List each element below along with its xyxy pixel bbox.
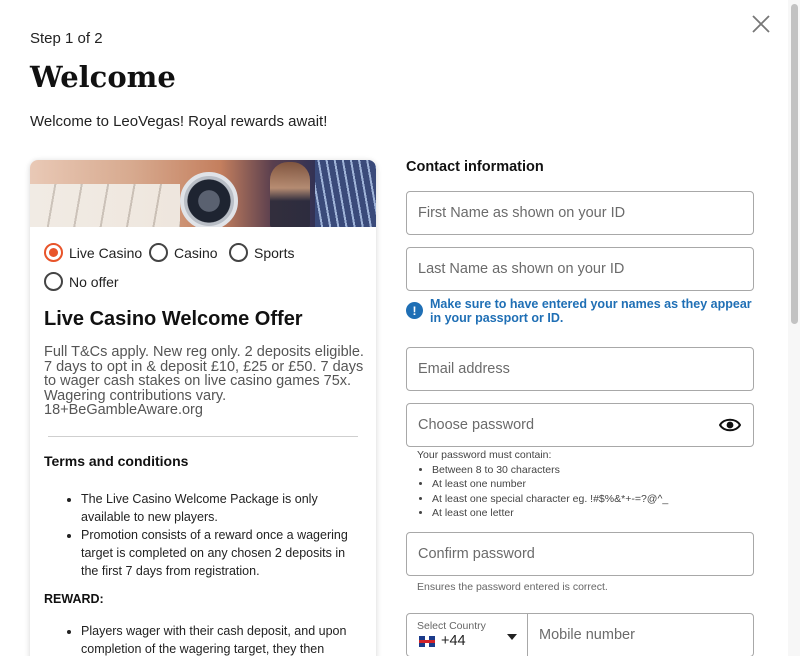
list-item: • The Live Casino Welcome Package is only available to new players.: [81, 490, 364, 526]
terms-heading: Terms and conditions: [44, 453, 189, 469]
mobile-field[interactable]: [527, 613, 754, 656]
radio-live-casino[interactable]: [44, 243, 142, 262]
uk-flag-icon: [419, 636, 435, 647]
country-label: Select Country: [417, 620, 486, 632]
reward-list: [44, 622, 364, 656]
step-indicator: Step 1 of 2: [30, 30, 103, 47]
offer-card: [30, 160, 376, 656]
list-item: • Between 8 to 30 characters: [432, 463, 668, 478]
radio-sports-circle[interactable]: [229, 243, 248, 262]
page-subtitle: Welcome to LeoVegas! Royal rewards await!: [30, 113, 328, 130]
scrollbar-thumb[interactable]: [791, 4, 798, 324]
last-name-field[interactable]: [406, 247, 754, 291]
contact-heading: Contact information: [406, 159, 544, 175]
radio-label: Casino: [174, 244, 218, 261]
divider: [48, 436, 358, 437]
radio-label: No offer: [69, 273, 119, 290]
radio-casino-circle[interactable]: [149, 243, 168, 262]
name-info-note: [406, 298, 754, 325]
email-field[interactable]: [406, 347, 754, 391]
eye-icon[interactable]: [719, 416, 741, 434]
country-select[interactable]: [406, 613, 528, 656]
country-code: +44: [441, 633, 466, 649]
confirm-helper-text: Ensures the password entered is correct.: [417, 581, 608, 593]
password-rules: [417, 448, 668, 521]
list-item: • Promotion consists of a reward once a wagering target is completed on any chosen 2 deposits in the first 7 days from registration.: [81, 526, 364, 580]
radio-casino[interactable]: [149, 243, 218, 262]
confirm-password-field[interactable]: [406, 532, 754, 576]
chevron-down-icon: [507, 634, 517, 640]
radio-label: Sports: [254, 244, 295, 261]
email-input[interactable]: [418, 348, 753, 390]
last-name-input[interactable]: [418, 248, 753, 290]
first-name-field[interactable]: [406, 191, 754, 235]
radio-label: Live Casino: [69, 244, 143, 261]
password-rules-title: Your password must contain:: [417, 449, 552, 461]
info-icon: !: [406, 302, 423, 319]
list-item: • At least one letter: [432, 506, 668, 521]
radio-sports[interactable]: [229, 243, 294, 262]
list-item: • At least one special character eg. !#$%&*+-=?@^_: [432, 492, 668, 507]
first-name-input[interactable]: [418, 192, 753, 234]
mobile-input[interactable]: [539, 627, 753, 643]
list-item: • At least one number: [432, 477, 668, 492]
password-field[interactable]: [406, 403, 754, 447]
offer-description: Full T&Cs apply. New reg only. 2 deposits eligible. 7 days to opt in & deposit £10, £25 or £50. 7 days to wager cash stakes on live casino games 75x. Wagering contributions vary. 18+BeGambleAware.org: [44, 344, 364, 418]
offer-banner-image: [30, 160, 376, 227]
radio-live-casino-circle[interactable]: [44, 243, 63, 262]
scrollbar[interactable]: [788, 0, 800, 656]
radio-no-offer-circle[interactable]: [44, 272, 63, 291]
info-text: Make sure to have entered your names as they appear in your passport or ID.: [430, 297, 752, 325]
page-title: Welcome: [30, 60, 176, 94]
confirm-password-input[interactable]: [418, 533, 753, 575]
reward-heading: REWARD:: [44, 592, 104, 606]
close-icon[interactable]: [750, 13, 772, 35]
offer-title: Live Casino Welcome Offer: [44, 308, 303, 330]
country-value: [419, 633, 466, 649]
radio-no-offer[interactable]: [44, 272, 119, 291]
terms-list: [44, 490, 364, 580]
password-input[interactable]: [418, 404, 753, 446]
phone-row: [406, 613, 754, 656]
list-item: • Players wager with their cash deposit, and upon completion of the wagering target, they then: [81, 622, 364, 656]
